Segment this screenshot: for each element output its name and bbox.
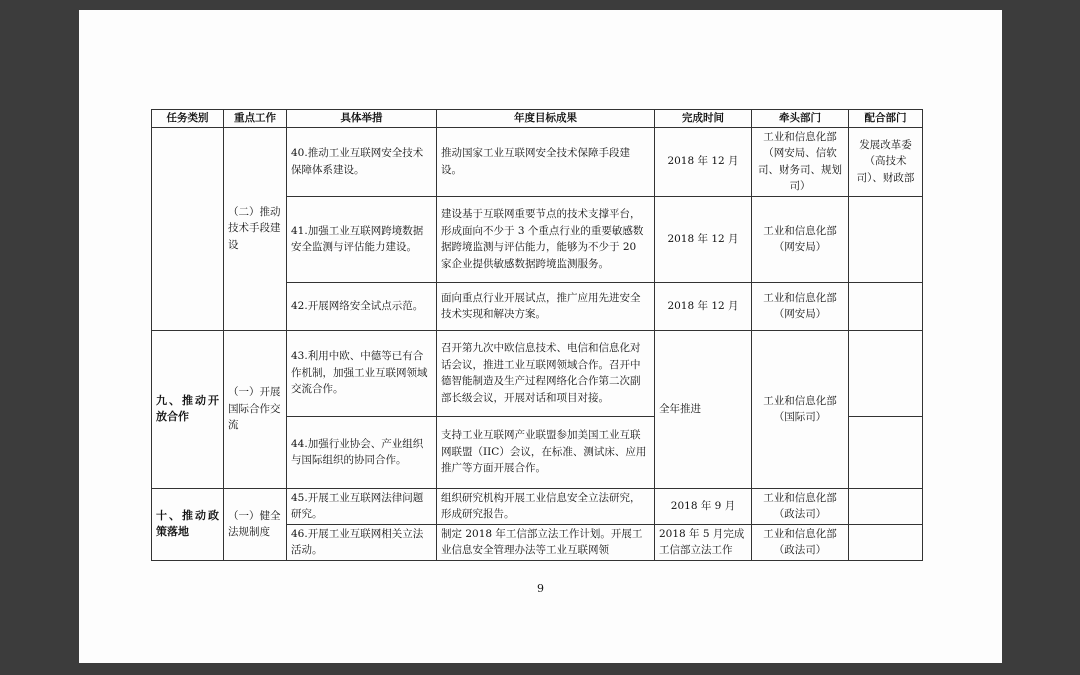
measure-cell: 44.加强行业协会、产业组织与国际组织的协同合作。 <box>287 416 437 488</box>
deadline-cell: 2018 年 12 月 <box>655 196 752 282</box>
goal-cell: 召开第九次中欧信息技术、电信和信息化对话会议，推进工业互联网领域合作。召开中德智能制造及生产过程网络化合作第二次副部长级会议，开展对话和项目对接。 <box>437 330 655 416</box>
goal-cell: 制定 2018 年工信部立法工作计划。开展工业信息安全管理办法等工业互联网领 <box>437 524 655 560</box>
table-row <box>152 330 923 416</box>
coop-dept-cell <box>849 282 923 330</box>
lead-dept-cell: 工业和信息化部（网安局） <box>752 196 849 282</box>
deadline-cell: 2018 年 12 月 <box>655 282 752 330</box>
document-page <box>79 10 1002 663</box>
header-measures: 具体举措 <box>287 110 437 128</box>
deadline-cell: 2018 年 9 月 <box>655 488 752 524</box>
goal-cell: 建设基于互联网重要节点的技术支撑平台，形成面向不少于 3 个重点行业的重要敏感数据跨境监测与评估能力，能够为不少于 20 家企业提供敏感数据跨境监测服务。 <box>437 196 655 282</box>
coop-dept-cell <box>849 524 923 560</box>
table-header-row <box>152 110 923 128</box>
table-row <box>152 127 923 196</box>
measure-cell: 43.利用中欧、中德等已有合作机制，加强工业互联网领域交流合作。 <box>287 330 437 416</box>
coop-dept-cell <box>849 416 923 488</box>
lead-dept-cell: 工业和信息化部（网安局、信软司、财务司、规划司） <box>752 127 849 196</box>
coop-dept-cell <box>849 488 923 524</box>
deadline-cell: 2018 年 12 月 <box>655 127 752 196</box>
measure-cell: 46.开展工业互联网相关立法活动。 <box>287 524 437 560</box>
key-work-cell: （二）推动技术手段建设 <box>224 127 287 330</box>
category-cell: 九、推动开放合作 <box>152 330 224 488</box>
goal-cell: 组织研究机构开展工业信息安全立法研究，形成研究报告。 <box>437 488 655 524</box>
measure-cell: 41.加强工业互联网跨境数据安全监测与评估能力建设。 <box>287 196 437 282</box>
header-deadline: 完成时间 <box>655 110 752 128</box>
goal-cell: 面向重点行业开展试点，推广应用先进安全技术实现和解决方案。 <box>437 282 655 330</box>
lead-dept-cell: 工业和信息化部（政法司） <box>752 524 849 560</box>
task-table <box>151 109 923 561</box>
page-number: 9 <box>537 582 544 595</box>
measure-cell: 42.开展网络安全试点示范。 <box>287 282 437 330</box>
deadline-cell: 全年推进 <box>655 330 752 488</box>
lead-dept-cell: 工业和信息化部（政法司） <box>752 488 849 524</box>
header-lead-dept: 牵头部门 <box>752 110 849 128</box>
header-category: 任务类别 <box>152 110 224 128</box>
coop-dept-cell <box>849 330 923 416</box>
deadline-cell: 2018 年 5 月完成工信部立法工作 <box>655 524 752 560</box>
key-work-cell: （一）开展国际合作交流 <box>224 330 287 488</box>
lead-dept-cell: 工业和信息化部（国际司） <box>752 330 849 488</box>
header-annual-goal: 年度目标成果 <box>437 110 655 128</box>
key-work-cell: （一）健全法规制度 <box>224 488 287 560</box>
header-coop-dept: 配合部门 <box>849 110 923 128</box>
header-key-work: 重点工作 <box>224 110 287 128</box>
coop-dept-cell: 发展改革委（高技术司）、财政部 <box>849 127 923 196</box>
goal-cell: 推动国家工业互联网安全技术保障手段建设。 <box>437 127 655 196</box>
goal-cell: 支持工业互联网产业联盟参加美国工业互联网联盟（IIC）会议，在标准、测试床、应用推广等方面开展合作。 <box>437 416 655 488</box>
lead-dept-cell: 工业和信息化部（网安局） <box>752 282 849 330</box>
measure-cell: 40.推动工业互联网安全技术保障体系建设。 <box>287 127 437 196</box>
table-row <box>152 488 923 524</box>
measure-cell: 45.开展工业互联网法律问题研究。 <box>287 488 437 524</box>
coop-dept-cell <box>849 196 923 282</box>
category-cell: 十、推动政策落地 <box>152 488 224 560</box>
category-cell-empty <box>152 127 224 330</box>
